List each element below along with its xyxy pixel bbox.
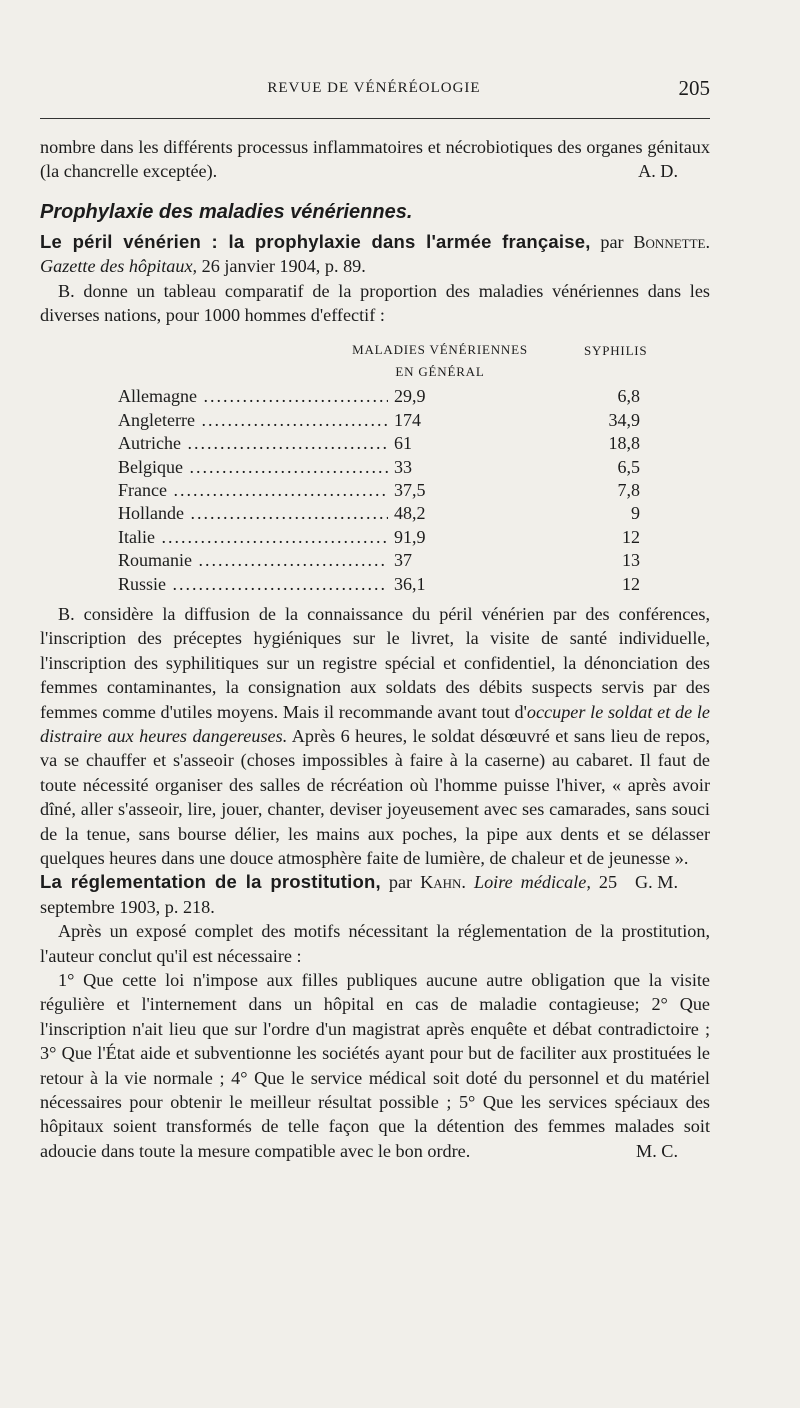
column-header-maladies (340, 339, 540, 383)
syphilis-cell: 7,8 (617, 480, 640, 500)
table-row (110, 409, 710, 432)
running-header (38, 76, 710, 104)
table-row (110, 502, 710, 525)
table-body (110, 385, 710, 596)
article1-signature: G. M. (635, 872, 678, 893)
article1-body-italic: occuper le soldat et de le distraire aux heures dangereuses. (40, 701, 710, 746)
article1-body-part1: B. considère la diffusion de la connaissance du péril vénérien par des conférences, l'inscription des préceptes hygiéniques sur le livret, la visite de santé individuelle, l'inscription des syphilitiques sur un registre spécial et confidentiel, la dénonciation des femmes contaminantes, la consignation aux soldats des débits suspects servis par des femmes comme d'utiles moyens. Mais il recommande avant tout d' (40, 603, 710, 722)
maladies-cell: 33 (390, 456, 464, 479)
article1-heading (40, 230, 710, 279)
syphilis-cell: 6,5 (617, 456, 640, 477)
column-header-maladies-line1: MALADIES VÉNÉRIENNES (352, 342, 528, 358)
syphilis-cell: 18,8 (608, 433, 640, 454)
country-cell: Russie ..... (118, 573, 388, 596)
syphilis-cell: 13 (622, 550, 640, 571)
article2-journal: Loire médicale, (473, 872, 591, 893)
article2-title: La réglementation de la prostitution, (40, 871, 381, 893)
page-number: 205 (678, 76, 710, 100)
article1-author: Bonnette. (633, 231, 711, 252)
article2-paragraph2 (40, 968, 710, 1163)
country-cell: France ..... (118, 479, 388, 502)
article2-by: par (388, 872, 413, 893)
header-rule (40, 118, 710, 119)
article2-heading (40, 870, 710, 919)
article1-intro: B. donne un tableau comparatif de la proportion des maladies vénériennes dans les diverses nations, pour 1000 hommes d'effectif : (40, 280, 710, 326)
article2-signature: M. C. (636, 1140, 678, 1161)
intro-paragraph (40, 135, 710, 184)
maladies-cell: 37,5 (390, 479, 464, 502)
country-cell: Italie ..... (118, 526, 388, 549)
column-header-maladies-line2: EN GÉNÉRAL (395, 364, 485, 380)
table-row (110, 432, 710, 455)
maladies-cell: 48,2 (390, 502, 464, 525)
article2-paragraph1: Après un exposé complet des motifs nécessitant la réglementation de la prostitution, l'auteur conclut qu'il est nécessaire : (40, 921, 710, 966)
maladies-cell: 29,9 (390, 385, 464, 408)
section-title: Prophylaxie des maladies vénériennes. (40, 200, 413, 223)
table-row (110, 573, 710, 596)
article1-title: Le péril vénérien : la prophylaxie dans l'armée française, (40, 230, 591, 252)
country-cell: Hollande ..... (118, 502, 388, 525)
article2-citation: 25 septembre 1903, p. 218. (40, 872, 618, 917)
maladies-cell: 174 (390, 409, 464, 432)
maladies-cell: 91,9 (390, 526, 464, 549)
column-header-syphilis: SYPHILIS (584, 343, 648, 359)
running-title: REVUE DE VÉNÉRÉOLOGIE (267, 80, 481, 96)
text-block (40, 135, 710, 1163)
maladies-cell: 36,1 (390, 573, 464, 596)
article1-journal: Gazette des hôpitaux, (40, 256, 198, 277)
syphilis-cell: 12 (622, 526, 640, 547)
maladies-cell: 37 (390, 549, 464, 572)
country-cell: Roumanie ..... (118, 549, 388, 572)
table-row (110, 479, 710, 502)
syphilis-cell: 34,9 (608, 409, 640, 430)
article1-body-part2: Après 6 heures, le soldat désœuvré et sans lieu de repos, va se chauffer et s'asseoir (choses impossibles à faire à la caserne) au cabaret. Il faut de toute nécessité organiser des salles de récréation où l'homme puisse l'hiver, « après avoir dîné, aller s'asseoir, lire, jouer, chanter, deviser joyeusement avec ses camarades, sans souci de la tenue, sans bourse délier, les mains aux poches, la pipe aux dents et se délasser quelques heures dans une douce atmosphère faite de lumière, de chaleur et de jeunesse ». (40, 725, 710, 869)
syphilis-cell: 6,8 (617, 386, 640, 407)
article1-by: par (600, 231, 624, 252)
country-cell: Angleterre ..... (118, 409, 388, 432)
table-header (110, 337, 710, 385)
country-cell: Allemagne ..... (118, 385, 388, 408)
article2-author: Kahn. (420, 872, 466, 893)
table-row (110, 526, 710, 549)
syphilis-cell: 9 (631, 503, 640, 524)
intro-text: nombre dans les différents processus inflammatoires et nécrobiotiques des organes génitaux (la chancrelle exceptée). (40, 137, 710, 182)
country-cell: Autriche ..... (118, 432, 388, 455)
maladies-cell: 61 (390, 432, 464, 455)
country-cell: Belgique ..... (118, 456, 388, 479)
article2-paragraph2-text: 1° Que cette loi n'impose aux filles publiques aucune autre obligation que la visite régulière et l'internement dans un hôpital en cas de maladie contagieuse; 2° Que l'inscription n'ait lieu que sur l'ordre d'un magistrat après enquête et débat contradictoire ; 3° Que l'État aide et subventionne les sociétés ayant pour but de faciliter aux prostituées le retour à la vie normale ; 4° Que le service médical soit doté du personnel et du matériel nécessaires pour obtenir le meilleur résultat possible ; 5° Que les services spéciaux des hôpitaux soient transformés de telle façon que la détention des femmes malades soit adoucie dans toute la mesure compatible avec le bon ordre. (40, 970, 710, 1161)
statistics-table (110, 337, 710, 596)
syphilis-cell: 12 (622, 573, 640, 594)
table-row (110, 549, 710, 572)
table-row (110, 385, 710, 408)
article1-citation: 26 janvier 1904, p. 89. (201, 256, 366, 277)
intro-signature: A. D. (638, 161, 678, 182)
table-row (110, 456, 710, 479)
